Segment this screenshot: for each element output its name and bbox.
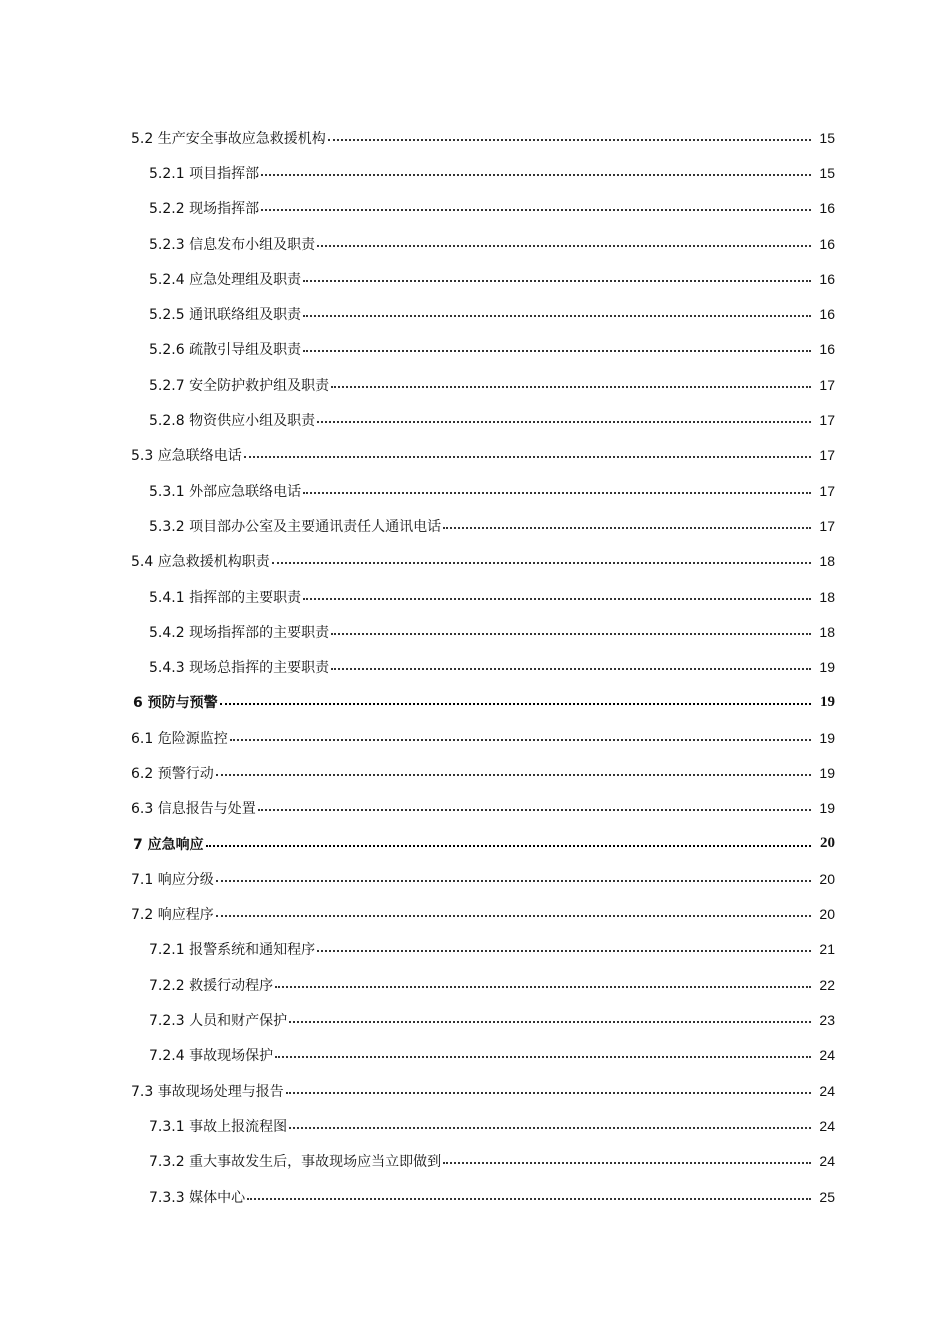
toc-entry-page-number: 19	[819, 800, 835, 817]
toc-entry-title: 5.2.2 现场指挥部	[149, 201, 260, 218]
toc-entry-page-number: 22	[819, 976, 835, 993]
toc-dot-leader	[331, 667, 811, 670]
toc-entry[interactable]	[0, 755, 950, 790]
toc-entry-page-number: 20	[819, 870, 835, 887]
toc-dot-leader	[328, 138, 811, 141]
toc-entry[interactable]	[0, 1144, 950, 1179]
toc-dot-leader	[331, 632, 811, 635]
toc-entry[interactable]	[0, 932, 950, 967]
toc-entry-page-number: 24	[819, 1047, 835, 1064]
toc-entry-page-number: 24	[819, 1153, 835, 1170]
toc-entry-title: 5.3 应急联络电话	[131, 448, 242, 465]
toc-dot-leader	[303, 314, 811, 317]
toc-entry-title: 5.4.2 现场指挥部的主要职责	[149, 624, 330, 641]
toc-entry-title: 5.4.1 指挥部的主要职责	[149, 589, 302, 606]
toc-dot-leader	[303, 491, 811, 494]
toc-entry-title: 5.4 应急救援机构职责	[131, 554, 270, 571]
toc-entry-page-number: 19	[819, 729, 835, 746]
toc-dot-leader	[443, 1161, 811, 1164]
table-of-contents	[0, 120, 950, 1214]
toc-dot-leader	[289, 1020, 811, 1023]
toc-entry-title: 7.2.3 人员和财产保护	[149, 1013, 288, 1030]
toc-dot-leader	[275, 985, 811, 988]
toc-entry-page-number: 16	[819, 306, 835, 323]
toc-entry-title: 5.2.4 应急处理组及职责	[149, 271, 302, 288]
toc-entry[interactable]	[0, 579, 950, 614]
toc-entry-title: 7.3.1 事故上报流程图	[149, 1118, 288, 1135]
toc-entry[interactable]	[0, 438, 950, 473]
toc-dot-leader	[247, 1197, 811, 1200]
toc-entry[interactable]	[0, 1073, 950, 1108]
toc-entry-title: 6.3 信息报告与处置	[131, 801, 256, 818]
toc-entry-title: 7.3 事故现场处理与报告	[131, 1083, 284, 1100]
toc-entry[interactable]	[0, 402, 950, 437]
toc-entry-title: 5.2.7 安全防护救护组及职责	[149, 377, 330, 394]
toc-entry-title: 5.2.6 疏散引导组及职责	[149, 342, 302, 359]
toc-entry-title: 7 应急响应	[133, 836, 204, 853]
toc-entry-page-number: 17	[819, 376, 835, 393]
toc-entry[interactable]	[0, 544, 950, 579]
toc-entry-page-number: 18	[819, 553, 835, 570]
toc-dot-leader	[258, 808, 811, 811]
toc-entry[interactable]	[0, 967, 950, 1002]
toc-entry[interactable]	[0, 614, 950, 649]
toc-entry-title: 5.2 生产安全事故应急救援机构	[131, 130, 326, 147]
toc-entry-page-number: 16	[819, 270, 835, 287]
toc-entry-page-number: 17	[819, 447, 835, 464]
toc-dot-leader	[303, 349, 811, 352]
toc-entry-title: 7.2.2 救援行动程序	[149, 977, 274, 994]
toc-dot-leader	[303, 279, 811, 282]
toc-entry-page-number: 19	[819, 659, 835, 676]
toc-dot-leader	[261, 208, 811, 211]
toc-entry-title: 5.3.2 项目部办公室及主要通讯责任人通讯电话	[149, 518, 442, 535]
toc-entry-page-number: 19	[820, 693, 835, 710]
toc-entry-page-number: 23	[819, 1012, 835, 1029]
toc-entry[interactable]	[0, 296, 950, 331]
toc-entry[interactable]	[0, 191, 950, 226]
toc-entry[interactable]	[0, 649, 950, 684]
toc-dot-leader	[206, 844, 811, 847]
toc-entry[interactable]	[0, 155, 950, 190]
toc-entry-title: 7.2.4 事故现场保护	[149, 1048, 274, 1065]
toc-entry-title: 6.1 危险源监控	[131, 730, 228, 747]
toc-dot-leader	[289, 1126, 811, 1129]
toc-entry-title: 7.2 响应程序	[131, 907, 214, 924]
toc-entry[interactable]	[0, 473, 950, 508]
toc-entry-page-number: 19	[819, 764, 835, 781]
toc-entry[interactable]	[0, 897, 950, 932]
toc-entry-page-number: 17	[819, 517, 835, 534]
toc-entry-page-number: 16	[819, 200, 835, 217]
toc-entry[interactable]	[0, 332, 950, 367]
toc-entry-title: 7.3.2 重大事故发生后，事故现场应当立即做到	[149, 1154, 442, 1171]
toc-entry[interactable]	[0, 861, 950, 896]
toc-dot-leader	[216, 773, 811, 776]
toc-dot-leader	[230, 738, 811, 741]
toc-dot-leader	[272, 561, 811, 564]
toc-dot-leader	[317, 244, 811, 247]
toc-entry[interactable]	[0, 508, 950, 543]
toc-dot-leader	[261, 173, 811, 176]
toc-entry[interactable]	[0, 120, 950, 155]
toc-entry-title: 7.1 响应分级	[131, 871, 214, 888]
toc-entry-page-number: 17	[819, 482, 835, 499]
toc-entry[interactable]	[0, 367, 950, 402]
toc-entry-title: 5.2.5 通讯联络组及职责	[149, 307, 302, 324]
toc-dot-leader	[443, 526, 811, 529]
toc-entry[interactable]	[0, 1179, 950, 1214]
toc-entry-page-number: 25	[819, 1188, 835, 1205]
toc-chapter-entry[interactable]	[0, 685, 950, 720]
toc-entry-page-number: 24	[819, 1082, 835, 1099]
toc-entry-page-number: 20	[820, 835, 835, 852]
toc-entry-page-number: 17	[819, 412, 835, 429]
toc-entry-title: 5.4.3 现场总指挥的主要职责	[149, 660, 330, 677]
toc-entry-title: 5.3.1 外部应急联络电话	[149, 483, 302, 500]
toc-entry-title: 7.3.3 媒体中心	[149, 1189, 246, 1206]
toc-dot-leader	[244, 455, 811, 458]
toc-entry-page-number: 16	[819, 341, 835, 358]
toc-entry-title: 5.2.8 物资供应小组及职责	[149, 413, 316, 430]
toc-entry-page-number: 21	[819, 941, 835, 958]
toc-dot-leader	[275, 1055, 811, 1058]
toc-entry-title: 7.2.1 报警系统和通知程序	[149, 942, 316, 959]
toc-dot-leader	[303, 597, 811, 600]
toc-dot-leader	[220, 702, 811, 705]
toc-entry-page-number: 18	[819, 623, 835, 640]
toc-entry-page-number: 16	[819, 235, 835, 252]
toc-entry[interactable]	[0, 1108, 950, 1143]
toc-dot-leader	[216, 914, 811, 917]
toc-entry-page-number: 20	[819, 906, 835, 923]
toc-entry-title: 6 预防与预警	[133, 695, 218, 712]
toc-entry[interactable]	[0, 226, 950, 261]
toc-entry-title: 5.2.3 信息发布小组及职责	[149, 236, 316, 253]
toc-dot-leader	[216, 879, 811, 882]
toc-entry-title: 6.2 预警行动	[131, 765, 214, 782]
toc-entry-page-number: 18	[819, 588, 835, 605]
toc-entry[interactable]	[0, 791, 950, 826]
toc-chapter-entry[interactable]	[0, 826, 950, 861]
toc-entry-page-number: 15	[819, 164, 835, 181]
toc-dot-leader	[286, 1091, 811, 1094]
toc-dot-leader	[317, 420, 811, 423]
toc-entry-title: 5.2.1 项目指挥部	[149, 165, 260, 182]
toc-dot-leader	[317, 949, 811, 952]
toc-entry-page-number: 24	[819, 1117, 835, 1134]
toc-entry-page-number: 15	[819, 129, 835, 146]
toc-entry[interactable]	[0, 720, 950, 755]
toc-entry[interactable]	[0, 1038, 950, 1073]
toc-entry[interactable]	[0, 1002, 950, 1037]
toc-dot-leader	[331, 385, 811, 388]
toc-entry[interactable]	[0, 261, 950, 296]
